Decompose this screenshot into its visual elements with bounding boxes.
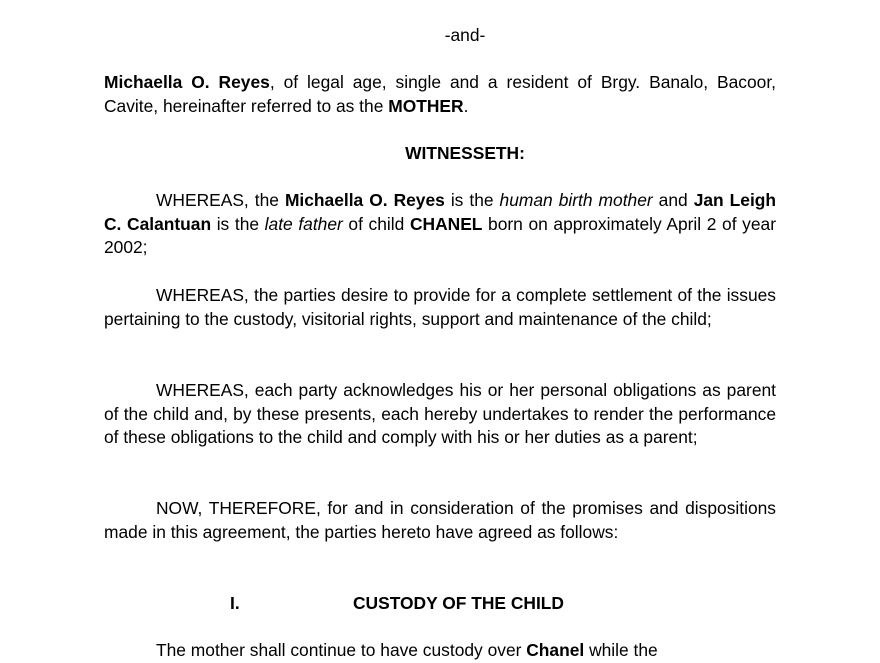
mother-role-italic: human birth mother [499, 190, 653, 210]
section-title: CUSTODY OF THE CHILD [353, 593, 564, 613]
section-number: I. [230, 593, 240, 613]
whereas-parents-paragraph: WHEREAS, the Michaella O. Reyes is the human birth mother and Jan Leigh C. Calantuan is the late father of child CHANEL born on approximately April 2 of year 2002; [104, 190, 777, 258]
child-name-custody: Chanel [526, 640, 585, 660]
mother-role: MOTHER [388, 95, 464, 116]
mother-name: Michaella O. Reyes [104, 72, 270, 92]
whereas-obligations-paragraph: WHEREAS, each party acknowledges his or her personal obligations as parent of the child and, by these presents, each hereby undertakes to render the performance of these obligations to the child and comply with his or her duties as a parent; [104, 380, 776, 448]
whereas-settlement-paragraph: WHEREAS, the parties desire to provide for a complete settlement of the issues pertaining to the custody, visitorial rights, support and maintenance of the child; [104, 285, 776, 329]
child-name-bold: CHANEL [409, 213, 483, 234]
now-therefore-paragraph: NOW, THEREFORE, for and in consideration of the promises and dispositions made in this agreement, the parties hereto have agreed as follows: [104, 498, 776, 542]
witnesseth-heading: WITNESSETH: [405, 143, 525, 163]
custody-paragraph: The mother shall continue to have custody over Chanel while the [156, 640, 658, 660]
father-role-italic: late father [264, 213, 343, 234]
mother-name-bold: Michaella O. Reyes [284, 190, 445, 210]
and-separator: -and- [444, 25, 486, 45]
mother-party-paragraph: Michaella O. Reyes, of legal age, single and a resident of Brgy. Banalo, Bacoor, Cavite, hereinafter referred to as the MOTHER. [104, 72, 776, 116]
father-name-bold: Jan Leigh C. Calantuan [104, 190, 777, 234]
